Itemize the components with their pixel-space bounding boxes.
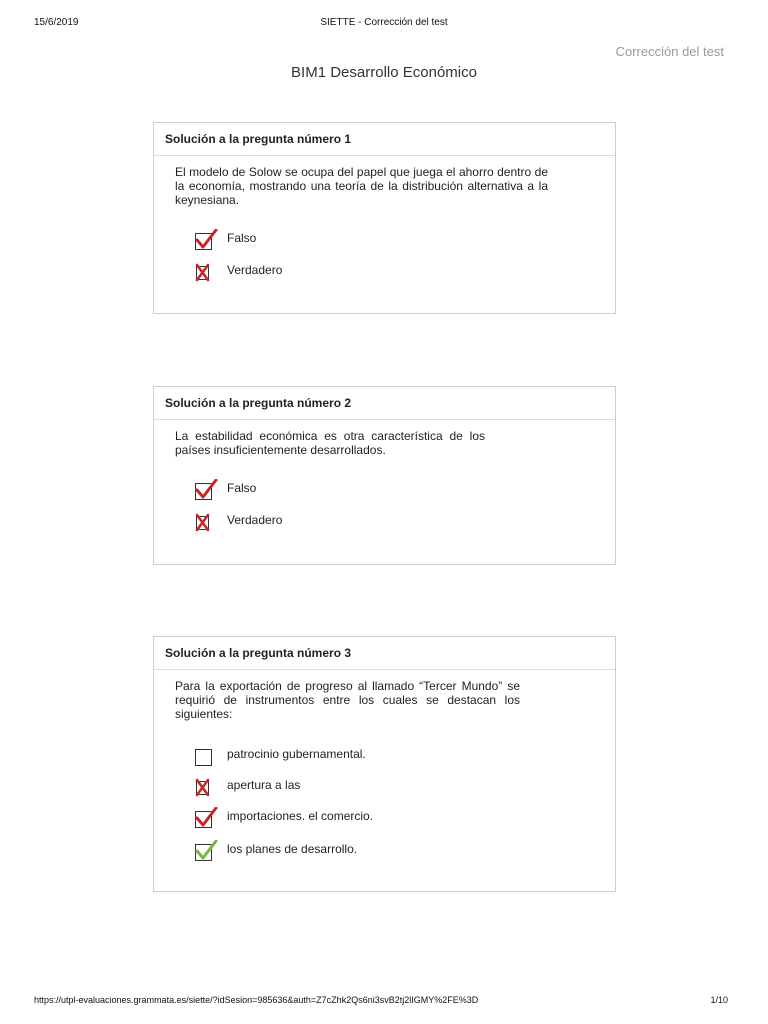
question-heading: Solución a la pregunta número 3 bbox=[154, 637, 615, 670]
empty-checkbox-icon bbox=[194, 745, 220, 767]
question-text: El modelo de Solow se ocupa del papel que juega el ahorro dentro de la economía, mostrando una teoría de la distribución alternativa a la keynesiana. bbox=[175, 165, 548, 207]
checked-red-icon bbox=[194, 807, 220, 829]
print-header bbox=[0, 17, 768, 31]
question-card-1 bbox=[153, 122, 616, 314]
question-text: La estabilidad económica es otra característica de los países insuficientemente desarrollados. bbox=[175, 429, 485, 457]
print-page-title: SIETTE - Corrección del test bbox=[320, 17, 448, 28]
page-number: 1/10 bbox=[710, 995, 728, 1005]
checked-red-icon bbox=[194, 479, 220, 501]
answer-option bbox=[154, 511, 615, 531]
answer-option bbox=[154, 261, 615, 281]
checked-red-icon bbox=[194, 229, 220, 251]
question-card-3 bbox=[153, 636, 616, 892]
answer-option bbox=[154, 479, 615, 499]
section-title: Corrección del test bbox=[615, 44, 724, 59]
wrong-x-icon bbox=[194, 776, 220, 798]
answer-option bbox=[154, 840, 615, 860]
option-label: Verdadero bbox=[227, 513, 283, 527]
answer-option bbox=[154, 745, 615, 765]
question-card-2 bbox=[153, 386, 616, 565]
answer-option bbox=[154, 776, 615, 796]
option-label: Verdadero bbox=[227, 263, 283, 277]
question-text: Para la exportación de progreso al llamado “Tercer Mundo” se requirió de instrumentos entre los cuales se destacan los siguientes: bbox=[175, 679, 520, 721]
checked-green-icon bbox=[194, 840, 220, 862]
wrong-x-icon bbox=[194, 511, 220, 533]
option-label: Falso bbox=[227, 231, 257, 245]
option-label: apertura a las bbox=[227, 778, 301, 792]
option-label: patrocinio gubernamental. bbox=[227, 747, 366, 761]
option-label: importaciones. el comercio. bbox=[227, 809, 374, 823]
answer-option bbox=[154, 229, 615, 249]
option-label: Falso bbox=[227, 481, 257, 495]
answer-option bbox=[154, 807, 615, 827]
page-title: BIM1 Desarrollo Económico bbox=[291, 64, 477, 81]
question-heading: Solución a la pregunta número 1 bbox=[154, 123, 615, 156]
print-date: 15/6/2019 bbox=[34, 17, 79, 28]
question-heading: Solución a la pregunta número 2 bbox=[154, 387, 615, 420]
option-label: los planes de desarrollo. bbox=[227, 842, 358, 856]
wrong-x-icon bbox=[194, 261, 220, 283]
page-url: https://utpl-evaluaciones.grammata.es/siette/?idSesion=985636&auth=Z7cZhk2Qs6ni3svB2tj2lIGMY%2FE%3D bbox=[34, 995, 479, 1005]
